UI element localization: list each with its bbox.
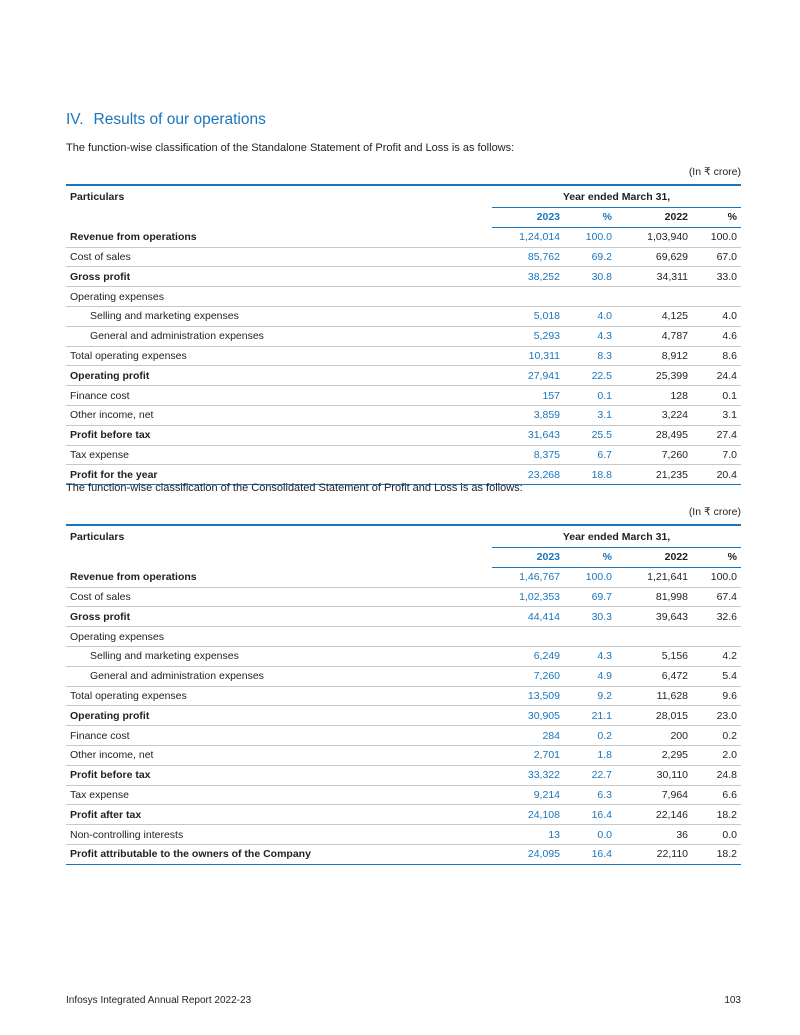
percent-2023: 30.3 (564, 607, 616, 627)
row-label: Profit after tax (66, 805, 492, 825)
value-2022: 200 (616, 726, 692, 746)
percent-2023: 4.0 (564, 306, 616, 326)
percent-2023: 6.7 (564, 445, 616, 465)
row-label: Operating profit (66, 366, 492, 386)
value-2023: 27,941 (492, 366, 564, 386)
percent-2022: 27.4 (692, 425, 741, 445)
value-2022: 2,295 (616, 745, 692, 765)
table-row (66, 386, 741, 406)
row-label: Non-controlling interests (66, 825, 492, 845)
percent-2022: 18.2 (692, 844, 741, 864)
header-year-2023: 2023 (492, 208, 564, 228)
section-heading: Results of our operations (93, 111, 266, 128)
table-row (66, 646, 741, 666)
value-2022: 1,21,641 (616, 567, 692, 587)
value-2022: 5,156 (616, 646, 692, 666)
row-label: Finance cost (66, 726, 492, 746)
percent-2023: 4.3 (564, 326, 616, 346)
percent-2023: 6.3 (564, 785, 616, 805)
value-2022: 7,964 (616, 785, 692, 805)
value-2023: 8,375 (492, 445, 564, 465)
value-2023: 5,293 (492, 326, 564, 346)
table-row (66, 785, 741, 805)
value-2023: 9,214 (492, 785, 564, 805)
header-year-2023: 2023 (492, 548, 564, 568)
percent-2023: 0.1 (564, 386, 616, 406)
header-percent-2023: % (564, 208, 616, 228)
value-2022: 3,224 (616, 405, 692, 425)
value-2022: 28,015 (616, 706, 692, 726)
value-2022: 7,260 (616, 445, 692, 465)
percent-2023: 22.5 (564, 366, 616, 386)
table-row (66, 587, 741, 607)
section-numeral: IV. (66, 111, 84, 128)
table-row (66, 726, 741, 746)
consolidated-unit: (In ₹ crore) (688, 506, 741, 518)
percent-2022: 3.1 (692, 405, 741, 425)
percent-2022: 100.0 (692, 227, 741, 247)
value-2023: 38,252 (492, 267, 564, 287)
table-row (66, 805, 741, 825)
percent-2023: 0.0 (564, 825, 616, 845)
row-label: Cost of sales (66, 587, 492, 607)
value-2023 (492, 627, 564, 647)
standalone-unit: (In ₹ crore) (688, 166, 741, 178)
row-label: Profit before tax (66, 765, 492, 785)
table-row (66, 706, 741, 726)
percent-2023: 69.2 (564, 247, 616, 267)
value-2022: 6,472 (616, 666, 692, 686)
table-row (66, 306, 741, 326)
row-label: Profit for the year (66, 465, 492, 485)
row-label: Finance cost (66, 386, 492, 406)
row-label: Revenue from operations (66, 227, 492, 247)
footer-report-title: Infosys Integrated Annual Report 2022-23 (66, 995, 252, 1006)
header-year-2022: 2022 (616, 548, 692, 568)
percent-2023: 100.0 (564, 567, 616, 587)
percent-2022: 4.6 (692, 326, 741, 346)
header-percent-2022: % (692, 548, 741, 568)
table-row (66, 247, 741, 267)
value-2023: 6,249 (492, 646, 564, 666)
row-label: Gross profit (66, 267, 492, 287)
percent-2022: 8.6 (692, 346, 741, 366)
row-label: Operating profit (66, 706, 492, 726)
row-label: Other income, net (66, 405, 492, 425)
value-2023: 2,701 (492, 745, 564, 765)
row-label: Gross profit (66, 607, 492, 627)
header-particulars: Particulars (66, 525, 492, 548)
percent-2022 (692, 627, 741, 647)
row-label: Operating expenses (66, 627, 492, 647)
percent-2023: 1.8 (564, 745, 616, 765)
table-row (66, 425, 741, 445)
table-row (66, 366, 741, 386)
header-period: Year ended March 31, (492, 525, 741, 548)
value-2023: 284 (492, 726, 564, 746)
percent-2022: 7.0 (692, 445, 741, 465)
table-row (66, 607, 741, 627)
percent-2023: 21.1 (564, 706, 616, 726)
value-2022: 1,03,940 (616, 227, 692, 247)
percent-2022 (692, 287, 741, 307)
percent-2022: 100.0 (692, 567, 741, 587)
value-2023: 10,311 (492, 346, 564, 366)
value-2023: 1,02,353 (492, 587, 564, 607)
value-2022 (616, 627, 692, 647)
value-2023: 24,108 (492, 805, 564, 825)
value-2022: 8,912 (616, 346, 692, 366)
table-row (66, 227, 741, 247)
row-label: Profit attributable to the owners of the Company (66, 844, 492, 864)
row-label: General and administration expenses (66, 666, 492, 686)
row-label: Tax expense (66, 445, 492, 465)
row-label: Total operating expenses (66, 346, 492, 366)
value-2022: 28,495 (616, 425, 692, 445)
percent-2022: 2.0 (692, 745, 741, 765)
row-label: Selling and marketing expenses (66, 646, 492, 666)
value-2022: 4,787 (616, 326, 692, 346)
table-row (66, 745, 741, 765)
value-2022: 128 (616, 386, 692, 406)
header-percent-2022: % (692, 208, 741, 228)
row-label: Selling and marketing expenses (66, 306, 492, 326)
percent-2022: 0.1 (692, 386, 741, 406)
percent-2023: 69.7 (564, 587, 616, 607)
value-2023: 1,46,767 (492, 567, 564, 587)
value-2023: 24,095 (492, 844, 564, 864)
value-2023: 44,414 (492, 607, 564, 627)
row-label: Revenue from operations (66, 567, 492, 587)
percent-2023: 16.4 (564, 805, 616, 825)
percent-2022: 6.6 (692, 785, 741, 805)
standalone-body (66, 227, 741, 484)
row-label: Operating expenses (66, 287, 492, 307)
value-2022 (616, 287, 692, 307)
percent-2023: 4.3 (564, 646, 616, 666)
value-2022: 22,146 (616, 805, 692, 825)
row-label: General and administration expenses (66, 326, 492, 346)
row-label: Profit before tax (66, 425, 492, 445)
table-row (66, 567, 741, 587)
value-2022: 25,399 (616, 366, 692, 386)
percent-2022: 5.4 (692, 666, 741, 686)
value-2023: 1,24,014 (492, 227, 564, 247)
percent-2023: 30.8 (564, 267, 616, 287)
percent-2023: 25.5 (564, 425, 616, 445)
percent-2023: 18.8 (564, 465, 616, 485)
header-period: Year ended March 31, (492, 185, 741, 208)
value-2023: 157 (492, 386, 564, 406)
table-row (66, 326, 741, 346)
footer-page-number: 103 (724, 995, 741, 1006)
row-label: Cost of sales (66, 247, 492, 267)
table-row (66, 686, 741, 706)
percent-2022: 24.8 (692, 765, 741, 785)
percent-2023: 8.3 (564, 346, 616, 366)
section-title (66, 111, 266, 129)
standalone-table (66, 184, 741, 485)
value-2023: 33,322 (492, 765, 564, 785)
value-2023: 30,905 (492, 706, 564, 726)
percent-2022: 4.0 (692, 306, 741, 326)
percent-2023: 100.0 (564, 227, 616, 247)
value-2023 (492, 287, 564, 307)
value-2022: 34,311 (616, 267, 692, 287)
value-2023: 85,762 (492, 247, 564, 267)
table-row (66, 267, 741, 287)
value-2023: 31,643 (492, 425, 564, 445)
percent-2023: 4.9 (564, 666, 616, 686)
table-row (66, 346, 741, 366)
value-2022: 22,110 (616, 844, 692, 864)
value-2022: 69,629 (616, 247, 692, 267)
percent-2022: 24.4 (692, 366, 741, 386)
percent-2022: 0.0 (692, 825, 741, 845)
value-2022: 4,125 (616, 306, 692, 326)
percent-2022: 67.4 (692, 587, 741, 607)
value-2022: 11,628 (616, 686, 692, 706)
percent-2023: 3.1 (564, 405, 616, 425)
consolidated-intro: The function-wise classification of the Consolidated Statement of Profit and Loss is as follows: (66, 482, 523, 494)
table-row (66, 765, 741, 785)
value-2023: 13,509 (492, 686, 564, 706)
table-row (66, 405, 741, 425)
value-2023: 13 (492, 825, 564, 845)
percent-2022: 33.0 (692, 267, 741, 287)
value-2022: 39,643 (616, 607, 692, 627)
percent-2022: 67.0 (692, 247, 741, 267)
percent-2022: 23.0 (692, 706, 741, 726)
value-2022: 36 (616, 825, 692, 845)
value-2023: 7,260 (492, 666, 564, 686)
row-label: Other income, net (66, 745, 492, 765)
value-2023: 23,268 (492, 465, 564, 485)
percent-2022: 32.6 (692, 607, 741, 627)
value-2022: 21,235 (616, 465, 692, 485)
standalone-intro: The function-wise classification of the Standalone Statement of Profit and Loss is as follows: (66, 142, 515, 154)
consolidated-body (66, 567, 741, 864)
row-label: Tax expense (66, 785, 492, 805)
table-row (66, 627, 741, 647)
header-year-2022: 2022 (616, 208, 692, 228)
percent-2022: 20.4 (692, 465, 741, 485)
percent-2023 (564, 627, 616, 647)
row-label: Total operating expenses (66, 686, 492, 706)
percent-2022: 4.2 (692, 646, 741, 666)
value-2023: 5,018 (492, 306, 564, 326)
value-2023: 3,859 (492, 405, 564, 425)
percent-2022: 0.2 (692, 726, 741, 746)
value-2022: 30,110 (616, 765, 692, 785)
percent-2023: 0.2 (564, 726, 616, 746)
table-row (66, 666, 741, 686)
percent-2023: 22.7 (564, 765, 616, 785)
table-row (66, 825, 741, 845)
percent-2022: 9.6 (692, 686, 741, 706)
header-particulars: Particulars (66, 185, 492, 208)
value-2022: 81,998 (616, 587, 692, 607)
table-row (66, 844, 741, 864)
percent-2022: 18.2 (692, 805, 741, 825)
percent-2023: 16.4 (564, 844, 616, 864)
table-row (66, 445, 741, 465)
table-row (66, 287, 741, 307)
consolidated-table (66, 524, 741, 865)
percent-2023 (564, 287, 616, 307)
header-percent-2023: % (564, 548, 616, 568)
percent-2023: 9.2 (564, 686, 616, 706)
